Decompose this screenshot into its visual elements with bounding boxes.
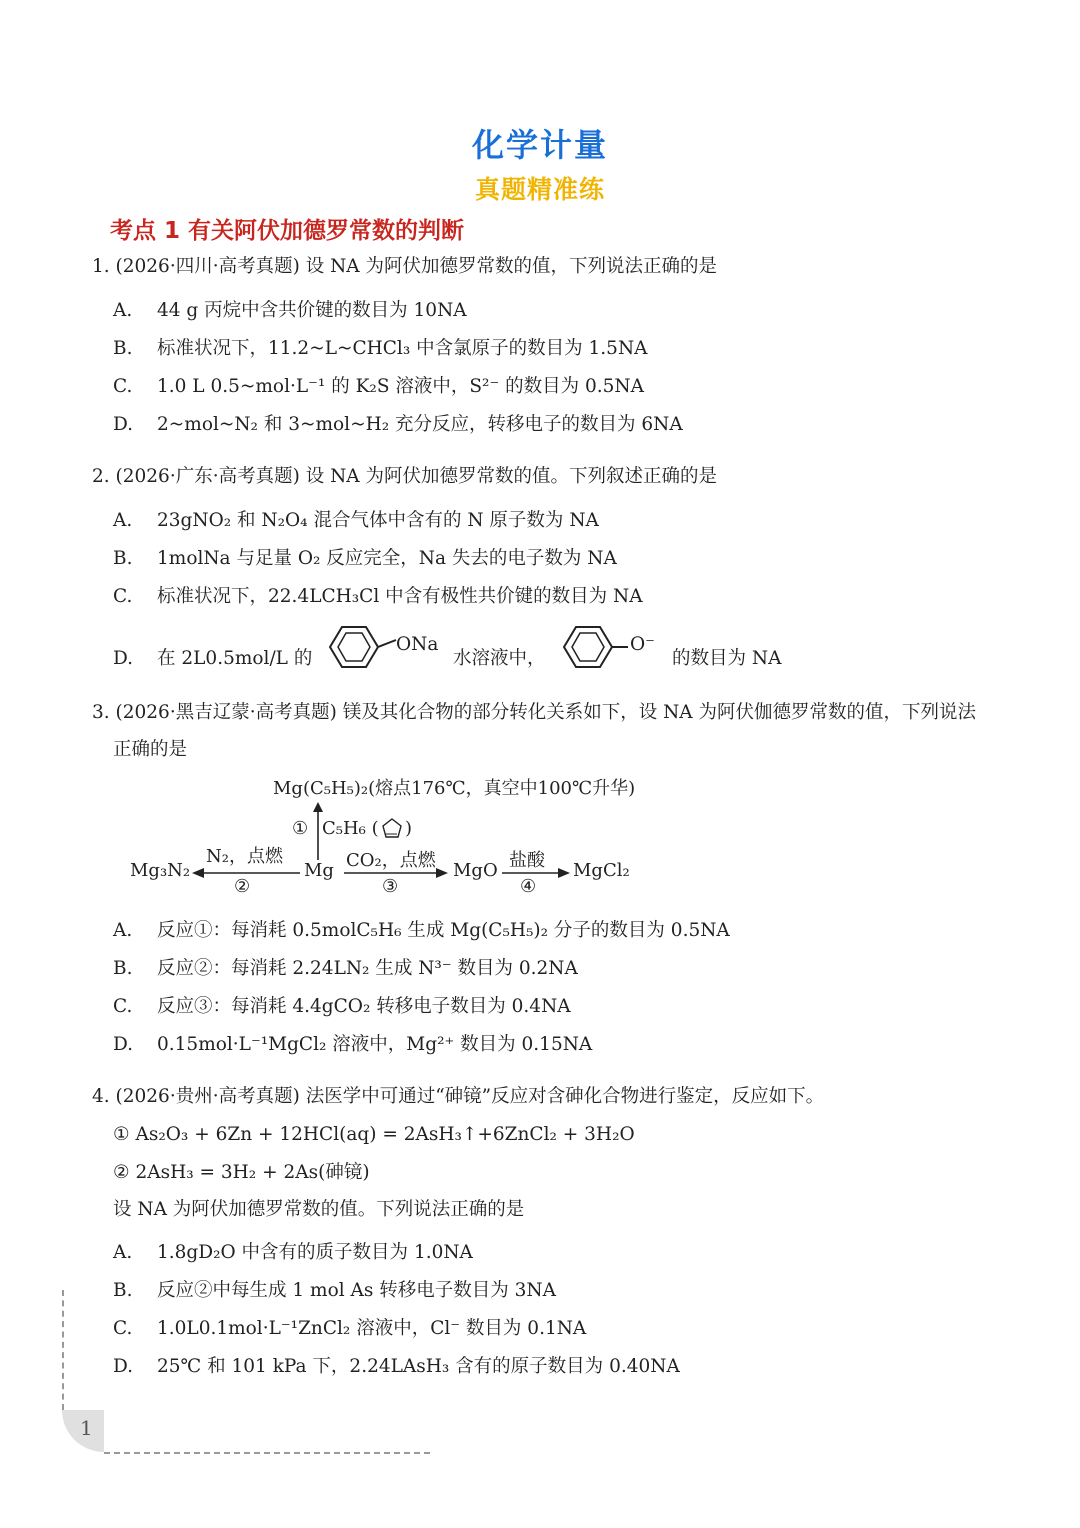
mg-c5h5-2-label: Mg(C₅H₅)₂(熔点176℃，真空中100℃升华) [273,778,636,799]
mg-label: Mg [304,860,334,881]
q3-option-d: D. 0.15mol·L⁻¹MgCl₂ 溶液中，Mg²⁺ 数目为 0.15NA [113,1034,593,1055]
reaction-4-number: ④ [520,876,537,897]
q2-option-d-end: 的数目为 NA [672,648,782,669]
n2-condition: N₂，点燃 [206,846,283,867]
q1-option-b: B. 标准状况下，11.2~L~CHCl₃ 中含氯原子的数目为 1.5NA [113,338,648,359]
q4-option-d: D. 25℃ 和 101 kPa 下，2.24LAsH₃ 含有的原子数目为 0.40NA [113,1356,680,1377]
c5h6-label-end: ) [405,818,413,839]
page-border-dashed-vertical [62,1290,64,1410]
q4-option-a: A. 1.8gD₂O 中含有的质子数目为 1.0NA [113,1242,473,1263]
reaction-2-number: ② [234,876,251,897]
magnesium-conversion-diagram [120,770,680,910]
q2-option-c: C. 标准状况下，22.4LCH₃Cl 中含有极性共价键的数目为 NA [113,586,643,607]
page-border-dashed-horizontal [104,1452,430,1454]
reaction-1-number: ① [292,818,309,839]
page-subtitle: 真题精准练 [474,175,605,204]
q4-equation-1: ① As₂O₃ + 6Zn + 12HCl(aq) = 2AsH₃↑+6ZnCl₂ + 3H₂O [113,1124,635,1145]
q1-option-a: A. 44 g 丙烷中含共价键的数目为 10NA [113,300,467,321]
q2-option-a: A. 23gNO₂ 和 N₂O₄ 混合气体中含有的 N 原子数为 NA [113,510,599,531]
mg3n2-label: Mg₃N₂ [130,860,191,881]
page-title: 化学计量 [471,126,608,164]
q3-option-c: C. 反应③：每消耗 4.4gCO₂ 转移电子数目为 0.4NA [113,996,571,1017]
q1-option-c: C. 1.0 L 0.5~mol·L⁻¹ 的 K₂S 溶液中，S²⁻ 的数目为 0.5NA [113,376,644,397]
q3-option-a: A. 反应①：每消耗 0.5molC₅H₆ 生成 Mg(C₅H₅)₂ 分子的数目为 0.5NA [113,920,730,941]
mgo-label: MgO [453,860,498,881]
page-number: 1 [80,1416,93,1440]
hcl-condition: 盐酸 [509,850,545,871]
question-2-stem: 2. (2026·广东·高考真题) 设 NA 为阿伏加德罗常数的值。下列叙述正确的是 [92,466,718,487]
c5h6-label: C₅H₆ ( [322,818,379,839]
q2-option-d-mid: 水溶液中， [453,648,546,669]
q3-option-b: B. 反应②：每消耗 2.24LN₂ 生成 N³⁻ 数目为 0.2NA [113,958,578,979]
reaction-3-number: ③ [382,876,399,897]
q4-option-b: B. 反应②中每生成 1 mol As 转移电子数目为 3NA [113,1280,556,1301]
question-4-stem: 4. (2026·贵州·高考真题) 法医学中可通过“砷镜”反应对含砷化合物进行鉴定，反应如下。 [92,1086,825,1107]
co2-condition: CO₂，点燃 [346,850,436,871]
ona-group-label: ONa [396,634,439,655]
q1-option-d: D. 2~mol~N₂ 和 3~mol~H₂ 充分反应，转移电子的数目为 6NA [113,414,683,435]
mgcl2-label: MgCl₂ [573,860,630,881]
section-heading: 考点 1 有关阿伏加德罗常数的判断 [110,218,465,244]
q4-option-c: C. 1.0L0.1mol·L⁻¹ZnCl₂ 溶液中，Cl⁻ 数目为 0.1NA [113,1318,587,1339]
q2-option-b: B. 1molNa 与足量 O₂ 反应完全，Na 失去的电子数为 NA [113,548,617,569]
question-3-stem: 3. (2026·黑吉辽蒙·高考真题) 镁及其化合物的部分转化关系如下，设 NA 为阿伏伽德罗常数的值，下列说法 [92,702,977,723]
question-4-stem-cont: 设 NA 为阿伏加德罗常数的值。下列说法正确的是 [113,1199,525,1220]
q2-option-d: D. 在 2L0.5mol/L 的 [113,648,313,669]
q4-equation-2: ② 2AsH₃ = 3H₂ + 2As(砷镜) [113,1162,370,1183]
o-minus-label: O⁻ [630,634,655,655]
question-3-stem-cont: 正确的是 [113,739,188,760]
question-1-stem: 1. (2026·四川·高考真题) 设 NA 为阿伏加德罗常数的值，下列说法正确的是 [92,256,718,277]
